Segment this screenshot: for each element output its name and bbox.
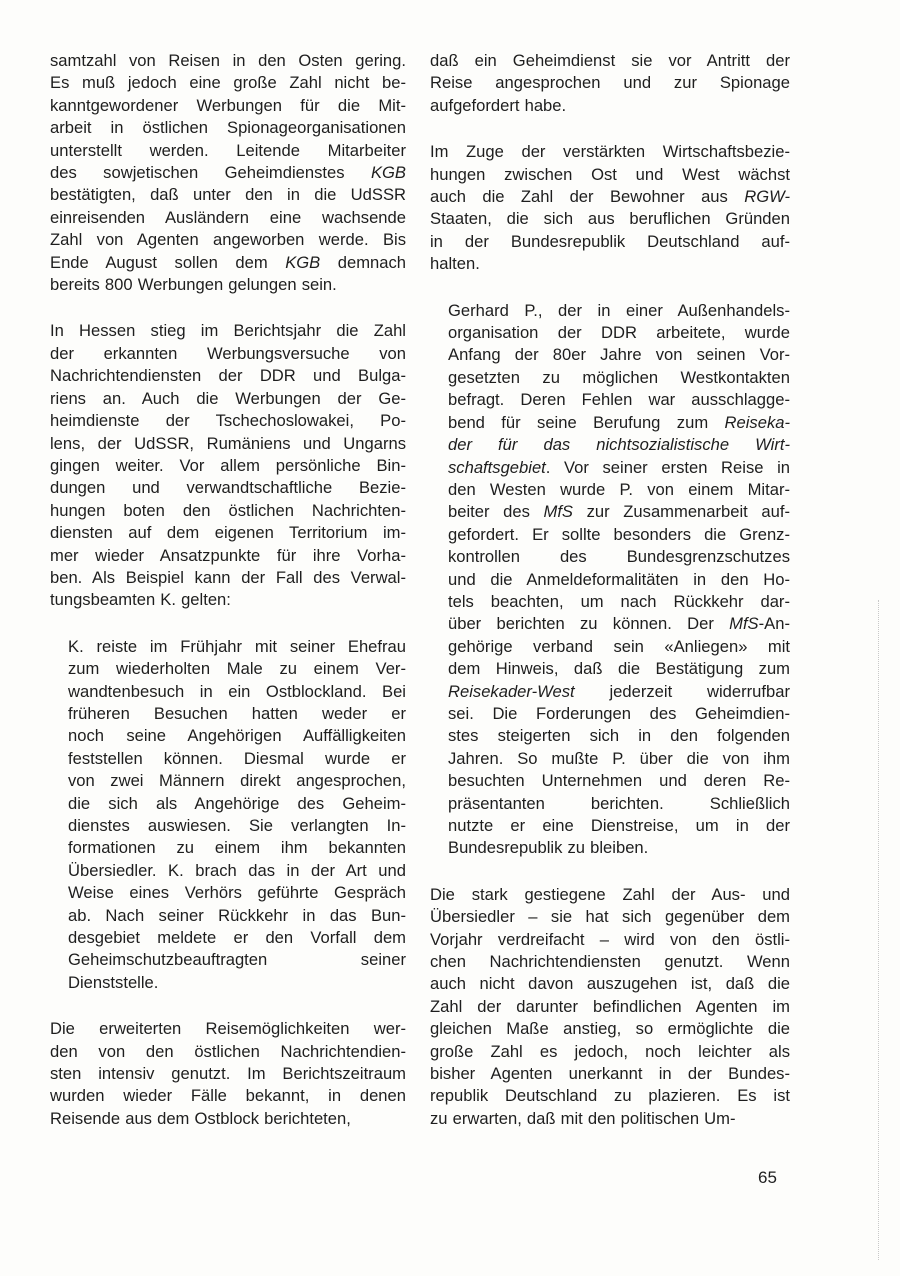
text-line: Jahren. So mußte P. über die von ihm bbox=[448, 748, 790, 768]
text-line: dungen und verwandtschaftliche Bezie- bbox=[50, 478, 406, 498]
text-line: noch seine Angehörigen Auffälligkeiten bbox=[68, 726, 406, 746]
body-paragraph bbox=[430, 884, 790, 1130]
text-line: des sowjetischen Geheimdienstes KGB bbox=[50, 163, 406, 183]
text-line: sten intensiv genutzt. Im Berichtszeitraum bbox=[50, 1064, 406, 1084]
text-line: gehörige verband sein «Anliegen» mit bbox=[448, 636, 790, 656]
text-line: gesetzten zu möglichen Westkontakten bbox=[448, 367, 790, 387]
text-line: früheren Besuchen hatten weder er bbox=[68, 703, 406, 723]
text-line: formationen zu einem ihm bekannten bbox=[68, 838, 406, 858]
text-line: diensten auf dem eigenen Territorium im- bbox=[50, 523, 406, 543]
text-line: auch die Zahl der Bewohner aus RGW- bbox=[430, 187, 790, 207]
text-line: nutzte er eine Dienstreise, um in der bbox=[448, 816, 790, 835]
text-line: sei. Die Forderungen des Geheimdien- bbox=[448, 703, 790, 723]
text-line: Bundesrepublik zu bleiben. bbox=[448, 838, 649, 858]
text-line: In Hessen stieg im Berichtsjahr die Zahl bbox=[50, 321, 406, 341]
text-line: gleichen Maße anstieg, so ermöglichte die bbox=[430, 1019, 790, 1039]
text-line: dienstes auswiesen. Sie verlangten In- bbox=[68, 816, 406, 835]
text-line: hungen boten den östlichen Nachrichten- bbox=[50, 500, 406, 520]
text-line: republik Deutschland zu plazieren. Es ist bbox=[430, 1086, 790, 1106]
text-line: die sich als Angehörige des Geheim- bbox=[68, 793, 406, 813]
text-line: von zwei Männern direkt angesprochen, bbox=[68, 771, 406, 791]
text-line: der für das nichtsozialistische Wirt- bbox=[448, 435, 790, 455]
text-line: riens an. Auch die Werbungen der Ge- bbox=[50, 388, 406, 408]
text-line: bestätigten, daß unter den in die UdSSR bbox=[50, 185, 406, 205]
text-line: Im Zuge der verstärkten Wirtschaftsbezie- bbox=[430, 142, 790, 162]
text-line: bend für seine Berufung zum Reiseka- bbox=[448, 412, 790, 432]
text-line: befragt. Deren Fehlen war ausschlagge- bbox=[448, 390, 790, 410]
body-paragraph bbox=[50, 50, 406, 296]
body-paragraph bbox=[430, 50, 790, 117]
text-line: Ende August sollen dem KGB demnach bbox=[50, 252, 407, 272]
text-line: große Zahl es jedoch, noch leichter als bbox=[430, 1041, 790, 1061]
text-line: halten. bbox=[430, 254, 480, 274]
text-line: beiter des MfS zur Zusammenarbeit auf- bbox=[448, 502, 791, 522]
text-line: Dienststelle. bbox=[68, 972, 159, 992]
text-line: bereits 800 Werbungen gelungen sein. bbox=[50, 275, 337, 295]
text-line: Übersiedler – sie hat sich gegenüber dem bbox=[430, 907, 790, 927]
case-example-paragraph bbox=[448, 300, 790, 860]
text-line: Geheimschutzbeauftragten seiner bbox=[68, 950, 406, 970]
text-line: dem Hinweis, daß die Bestätigung zum bbox=[448, 659, 790, 679]
text-line: zum wiederholten Male zu einem Ver- bbox=[68, 659, 406, 679]
text-line: organisation der DDR arbeitete, wurde bbox=[448, 323, 790, 343]
text-line: Weise eines Verhörs geführte Gespräch bbox=[68, 883, 406, 903]
text-line: Die stark gestiegene Zahl der Aus- und bbox=[430, 884, 790, 904]
text-line: stes steigerten sich in den folgenden bbox=[448, 726, 790, 746]
scan-margin-artifact bbox=[878, 600, 881, 1260]
text-line: Vorjahr verdreifacht – wird von den östli- bbox=[430, 929, 790, 949]
text-line: tungsbeamten K. gelten: bbox=[50, 590, 231, 610]
text-line: K. reiste im Frühjahr mit seiner Ehefrau bbox=[68, 636, 406, 656]
text-line: feststellen können. Diesmal wurde er bbox=[68, 748, 406, 768]
text-line: Übersiedler. K. brach das in der Art und bbox=[68, 860, 406, 880]
text-line: Die erweiterten Reisemöglichkeiten wer- bbox=[50, 1019, 406, 1039]
text-line: Zahl der darunter befindlichen Agenten im bbox=[430, 996, 790, 1016]
body-paragraph bbox=[50, 320, 406, 611]
text-line: zu erwarten, daß mit den politischen Um- bbox=[430, 1108, 736, 1128]
text-line: lens, der UdSSR, Rumäniens und Ungarns bbox=[50, 433, 406, 453]
text-line: in der Bundesrepublik Deutschland auf- bbox=[430, 231, 790, 251]
page-number: 65 bbox=[758, 1168, 777, 1187]
text-line: ab. Nach seiner Rückkehr in das Bun- bbox=[68, 905, 406, 925]
text-line: tels beachten, um nach Rückkehr dar- bbox=[448, 591, 790, 611]
body-paragraph bbox=[430, 141, 790, 275]
text-line: der erkannten Werbungsversuche von bbox=[50, 343, 406, 363]
text-line: Gerhard P., der in einer Außenhandels- bbox=[448, 300, 790, 320]
text-line: den Westen wurde P. von einem Mitar- bbox=[448, 479, 790, 499]
text-line: bisher Agenten unerkannt in der Bundes- bbox=[430, 1064, 790, 1084]
text-line: hungen zwischen Ost und West wächst bbox=[430, 164, 790, 184]
text-line: wandtenbesuch in ein Ostblockland. Bei bbox=[68, 681, 406, 701]
text-line: gefordert. Er sollte besonders die Grenz- bbox=[448, 524, 790, 544]
text-line: desgebiet meldete er den Vorfall dem bbox=[68, 928, 406, 948]
body-paragraph bbox=[50, 1018, 406, 1130]
text-line: mer wieder Ansatzpunkte für ihre Vorha- bbox=[50, 545, 406, 565]
left-column bbox=[50, 50, 406, 1154]
text-line: über berichten zu können. Der MfS-An- bbox=[448, 614, 790, 634]
text-line: Nachrichtendiensten der DDR und Bulga- bbox=[50, 366, 406, 386]
text-line: schaftsgebiet. Vor seiner ersten Reise in bbox=[448, 457, 790, 477]
text-line: gingen weiter. Vor allem persönliche Bin- bbox=[50, 455, 406, 475]
text-line: samtzahl von Reisen in den Osten gering. bbox=[50, 51, 406, 70]
text-line: besuchten Unternehmen und deren Re- bbox=[448, 771, 790, 791]
text-line: wurden wieder Fälle bekannt, in denen bbox=[50, 1086, 406, 1106]
text-line: Reisekader-West jederzeit widerrufbar bbox=[448, 681, 790, 701]
text-line: Reise angesprochen und zur Spionage bbox=[430, 73, 790, 93]
text-line: Es muß jedoch eine große Zahl nicht be- bbox=[50, 73, 406, 93]
right-column bbox=[430, 50, 790, 1154]
text-line: kontrollen des Bundesgrenzschutzes bbox=[448, 547, 790, 567]
text-line: Staaten, die sich aus beruflichen Gründen bbox=[430, 209, 790, 229]
text-line: ben. Als Beispiel kann der Fall des Verwal- bbox=[50, 567, 406, 587]
text-line: kanntgewordener Werbungen für die Mit- bbox=[50, 95, 406, 115]
text-line: chen Nachrichtendiensten genutzt. Wenn bbox=[430, 952, 790, 972]
case-example-paragraph bbox=[68, 636, 406, 995]
text-line: aufgefordert habe. bbox=[430, 95, 567, 115]
text-line: Anfang der 80er Jahre von seinen Vor- bbox=[448, 345, 790, 365]
text-line: präsentanten berichten. Schließlich bbox=[448, 793, 790, 813]
text-line: daß ein Geheimdienst sie vor Antritt der bbox=[430, 51, 790, 70]
text-line: und die Anmeldeformalitäten in den Ho- bbox=[448, 569, 790, 589]
text-line: einreisenden Ausländern eine wachsende bbox=[50, 207, 406, 227]
text-line: unterstellt werden. Leitende Mitarbeiter bbox=[50, 140, 406, 160]
text-line: auch nicht davon auszugehen ist, daß die bbox=[430, 974, 790, 994]
text-line: heimdienste der Tschechoslowakei, Po- bbox=[50, 411, 406, 431]
text-line: Reisende aus dem Ostblock berichteten, bbox=[50, 1108, 351, 1128]
text-line: Zahl von Agenten angeworben werde. Bis bbox=[50, 230, 406, 250]
text-line: den von den östlichen Nachrichtendien- bbox=[50, 1041, 406, 1061]
text-line: arbeit in östlichen Spionageorganisationen bbox=[50, 118, 406, 138]
